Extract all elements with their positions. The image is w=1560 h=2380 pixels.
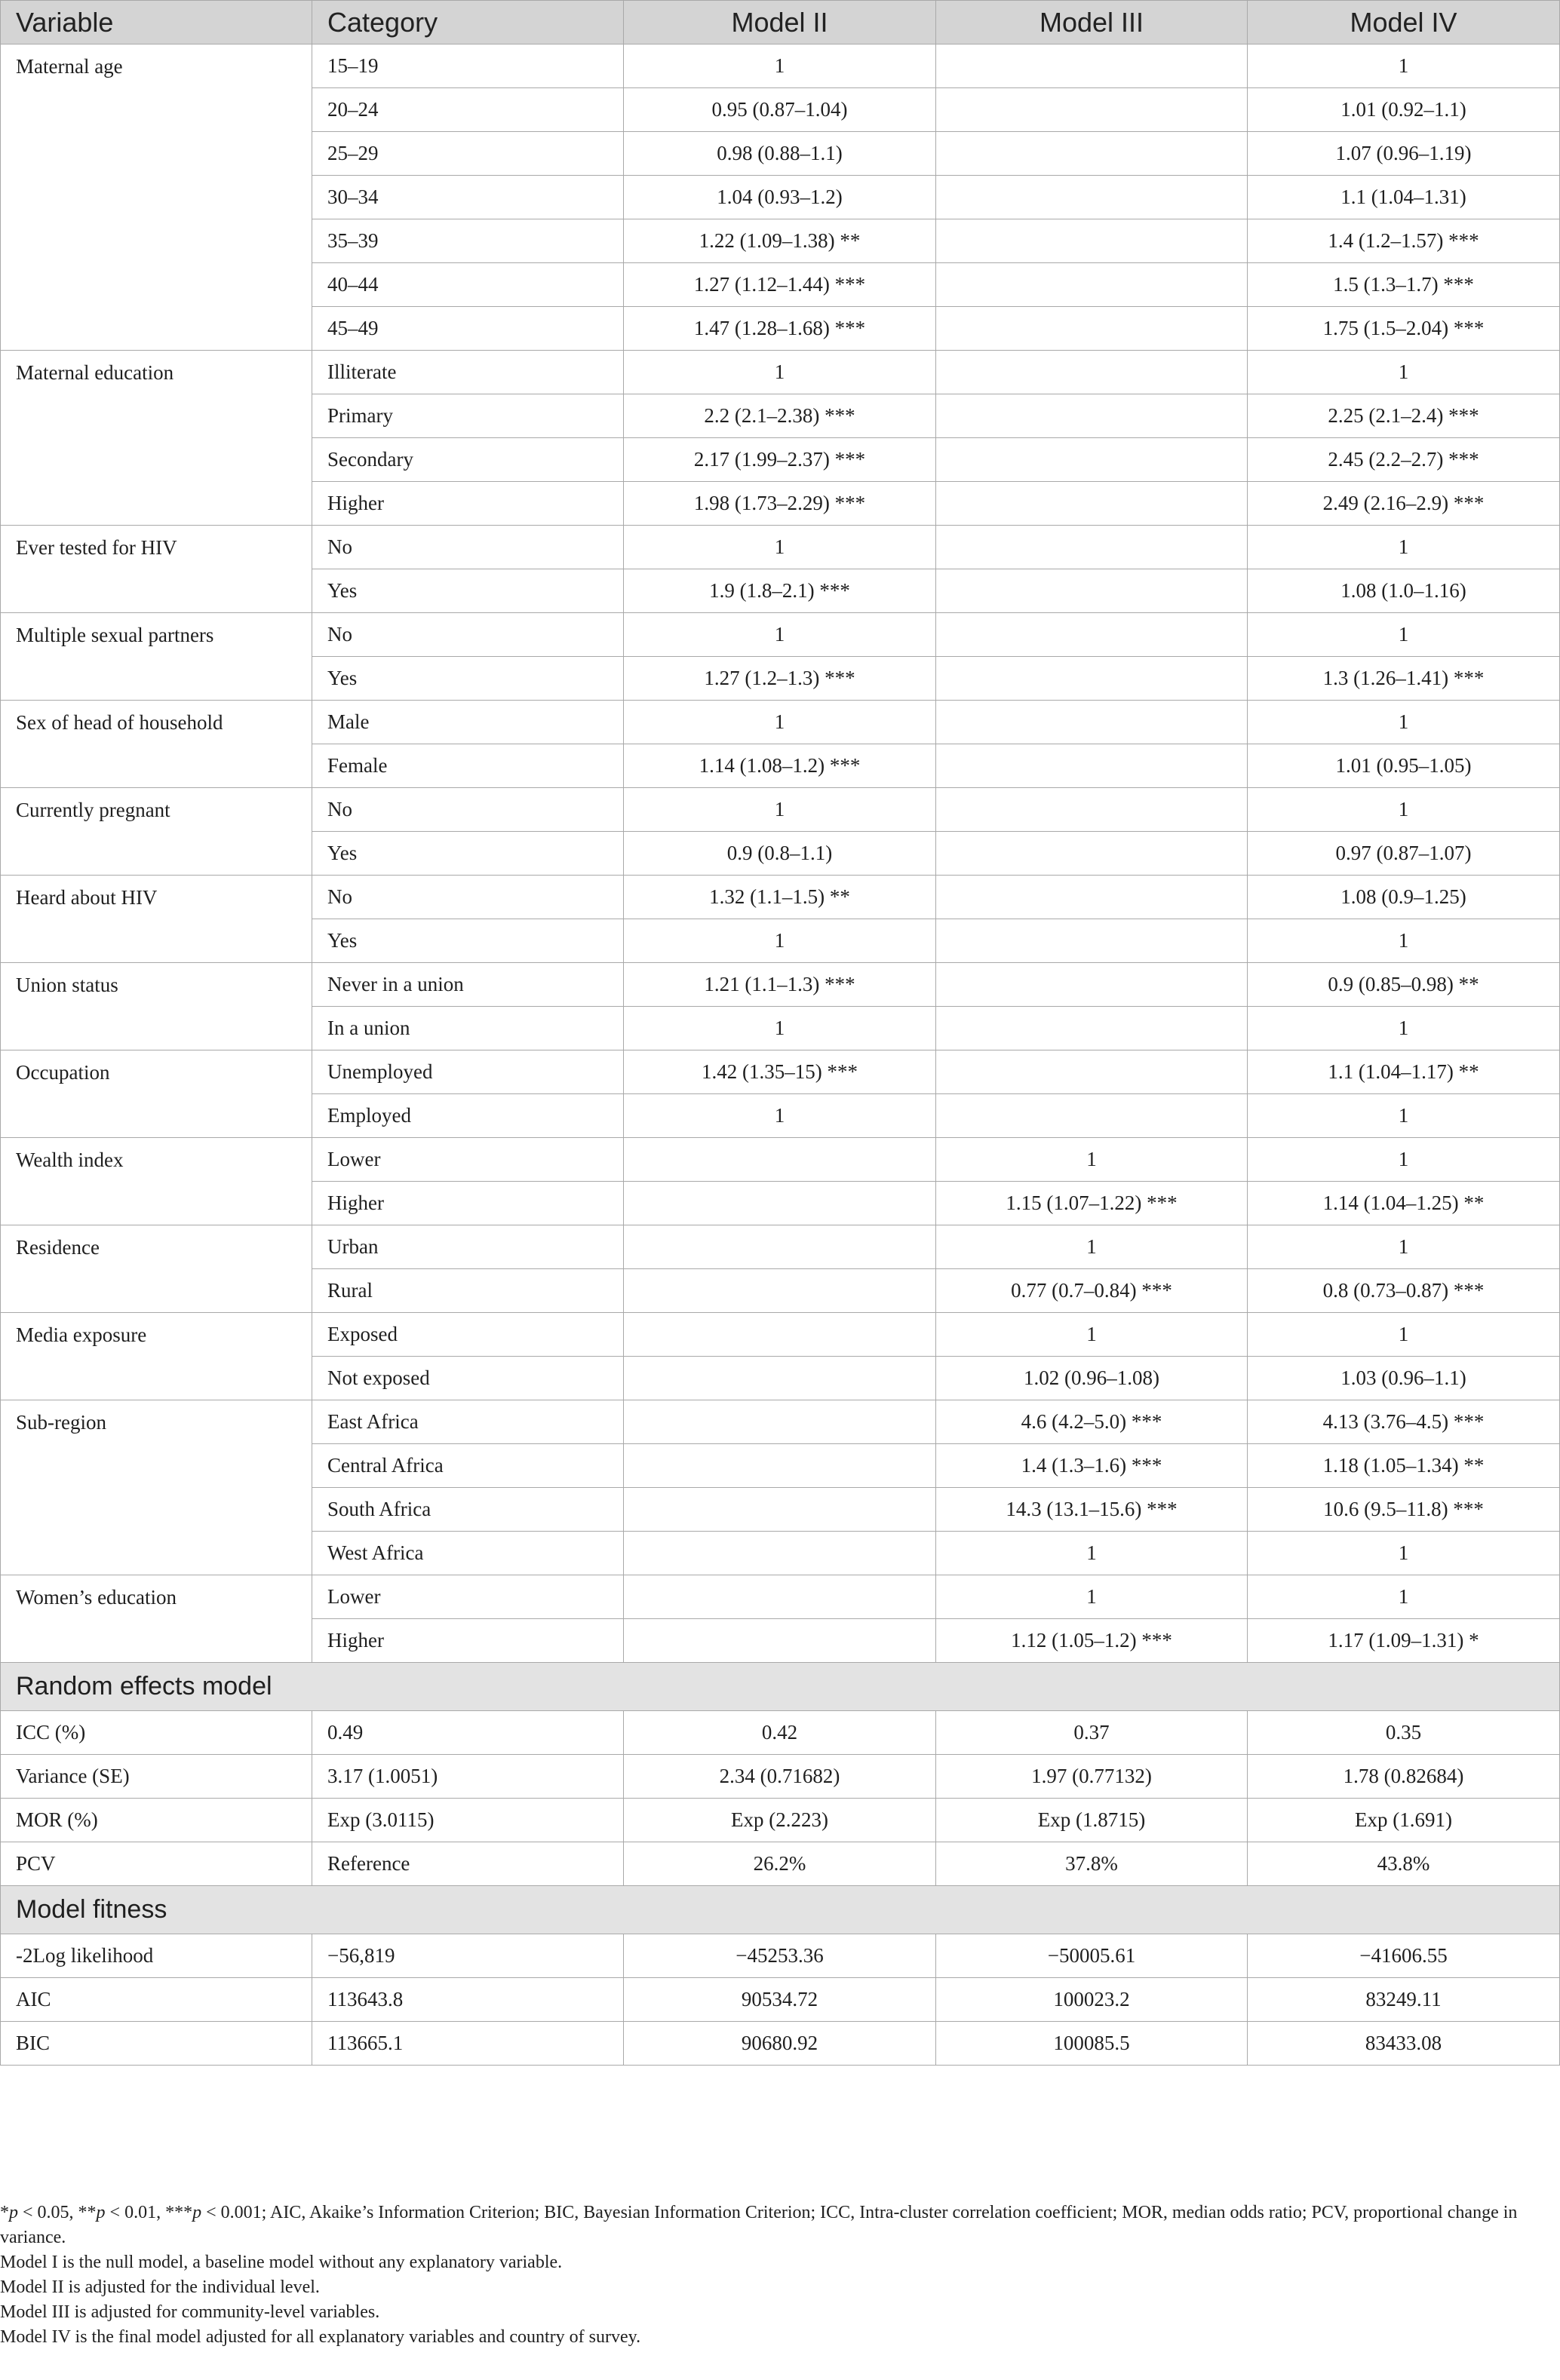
stat-label-cell: ICC (%) <box>1 1711 312 1755</box>
category-cell: Central Africa <box>312 1444 624 1488</box>
category-cell: 30–34 <box>312 176 624 219</box>
category-cell: Urban <box>312 1225 624 1269</box>
model-iv-cell: 1 <box>1248 788 1560 832</box>
model-ii-cell: Exp (2.223) <box>624 1799 936 1842</box>
table-row <box>1 876 1560 919</box>
model-iv-cell: 0.9 (0.85–0.98) ** <box>1248 963 1560 1007</box>
table-row <box>1 701 1560 744</box>
model-ii-cell: 1.47 (1.28–1.68) *** <box>624 307 936 351</box>
category-cell: 35–39 <box>312 219 624 263</box>
model-i-cell: 113643.8 <box>312 1978 624 2022</box>
model-ii-cell <box>624 1532 936 1575</box>
table-row <box>1 1575 1560 1619</box>
model-iii-cell: 0.77 (0.7–0.84) *** <box>936 1269 1248 1313</box>
model-iii-cell: 1.02 (0.96–1.08) <box>936 1357 1248 1400</box>
model-ii-cell: 1 <box>624 44 936 88</box>
model-iii-cell <box>936 1094 1248 1138</box>
model-ii-cell <box>624 1182 936 1225</box>
model-ii-cell: 1 <box>624 1094 936 1138</box>
model-ii-cell: 1 <box>624 613 936 657</box>
model-iii-cell <box>936 351 1248 394</box>
model-iii-cell: 1 <box>936 1225 1248 1269</box>
model-ii-cell: 90534.72 <box>624 1978 936 2022</box>
footnote-model-iv: Model IV is the final model adjusted for all explanatory variables and country of survey. <box>0 2327 641 2347</box>
footnote-significance <box>0 2201 1531 2250</box>
variable-cell: Women’s education <box>1 1575 312 1663</box>
header-category: Category <box>312 1 624 44</box>
model-iii-cell <box>936 307 1248 351</box>
model-iv-cell: 1.03 (0.96–1.1) <box>1248 1357 1560 1400</box>
sig-symbol: * <box>0 2203 9 2222</box>
sig-symbol: ** <box>78 2203 97 2222</box>
category-cell: 20–24 <box>312 88 624 132</box>
table-row <box>1 613 1560 657</box>
category-cell: Lower <box>312 1575 624 1619</box>
model-iii-cell: 1.4 (1.3–1.6) *** <box>936 1444 1248 1488</box>
model-iv-cell: 2.25 (2.1–2.4) *** <box>1248 394 1560 438</box>
model-iv-cell: 1.1 (1.04–1.17) ** <box>1248 1050 1560 1094</box>
model-iv-cell: 1.3 (1.26–1.41) *** <box>1248 657 1560 701</box>
model-iii-cell <box>936 657 1248 701</box>
model-iii-cell: 1 <box>936 1532 1248 1575</box>
variable-cell: Maternal age <box>1 44 312 351</box>
table-row <box>1 1842 1560 1886</box>
table-row <box>1 351 1560 394</box>
model-iv-cell: 4.13 (3.76–4.5) *** <box>1248 1400 1560 1444</box>
model-iv-cell: 1 <box>1248 44 1560 88</box>
model-iv-cell: 1 <box>1248 919 1560 963</box>
model-iii-cell: 1.97 (0.77132) <box>936 1755 1248 1799</box>
model-iv-cell: 1.4 (1.2–1.57) *** <box>1248 219 1560 263</box>
model-iii-cell <box>936 263 1248 307</box>
category-cell: Lower <box>312 1138 624 1182</box>
model-iii-cell <box>936 876 1248 919</box>
model-iv-cell: 10.6 (9.5–11.8) *** <box>1248 1488 1560 1532</box>
table-row <box>1 963 1560 1007</box>
stat-label-cell: AIC <box>1 1978 312 2022</box>
model-ii-cell: 1.04 (0.93–1.2) <box>624 176 936 219</box>
model-ii-cell: 0.95 (0.87–1.04) <box>624 88 936 132</box>
category-cell: Exposed <box>312 1313 624 1357</box>
header-variable: Variable <box>1 1 312 44</box>
category-cell: 40–44 <box>312 263 624 307</box>
category-cell: 25–29 <box>312 132 624 176</box>
model-iv-cell: 1 <box>1248 1313 1560 1357</box>
model-ii-cell: 1.21 (1.1–1.3) *** <box>624 963 936 1007</box>
model-ii-cell: 1.32 (1.1–1.5) ** <box>624 876 936 919</box>
variable-cell: Multiple sexual partners <box>1 613 312 701</box>
model-iv-cell: 83249.11 <box>1248 1978 1560 2022</box>
header-row <box>1 1 1560 44</box>
table-row <box>1 1313 1560 1357</box>
category-cell: 15–19 <box>312 44 624 88</box>
header-model-ii: Model II <box>624 1 936 44</box>
model-iii-cell <box>936 1007 1248 1050</box>
category-cell: Higher <box>312 482 624 526</box>
model-iii-cell <box>936 219 1248 263</box>
category-cell: South Africa <box>312 1488 624 1532</box>
model-ii-cell: 1.27 (1.12–1.44) *** <box>624 263 936 307</box>
model-ii-cell: 1 <box>624 701 936 744</box>
category-cell: Higher <box>312 1619 624 1663</box>
model-iv-cell: 1.08 (0.9–1.25) <box>1248 876 1560 919</box>
stat-label-cell: -2Log likelihood <box>1 1934 312 1978</box>
model-iv-cell: 1 <box>1248 1138 1560 1182</box>
model-iv-cell: 1 <box>1248 613 1560 657</box>
model-ii-cell: 1.27 (1.2–1.3) *** <box>624 657 936 701</box>
variable-cell: Sub-region <box>1 1400 312 1575</box>
category-cell: In a union <box>312 1007 624 1050</box>
model-i-cell: 113665.1 <box>312 2022 624 2066</box>
table-row <box>1 1400 1560 1444</box>
table-row <box>1 1138 1560 1182</box>
sig-p: p <box>96 2203 106 2222</box>
category-cell: Not exposed <box>312 1357 624 1400</box>
model-iv-cell: 1.1 (1.04–1.31) <box>1248 176 1560 219</box>
model-iv-cell: 1.01 (0.92–1.1) <box>1248 88 1560 132</box>
model-ii-cell: 1.42 (1.35–15) *** <box>624 1050 936 1094</box>
model-iii-cell <box>936 438 1248 482</box>
category-cell: Male <box>312 701 624 744</box>
variable-cell: Currently pregnant <box>1 788 312 876</box>
table-row <box>1 1978 1560 2022</box>
model-iv-cell: 1.18 (1.05–1.34) ** <box>1248 1444 1560 1488</box>
variable-cell: Ever tested for HIV <box>1 526 312 613</box>
model-iv-cell: 1.75 (1.5–2.04) *** <box>1248 307 1560 351</box>
table-body <box>1 44 1560 2066</box>
model-ii-cell: 1.22 (1.09–1.38) ** <box>624 219 936 263</box>
table-row <box>1 526 1560 569</box>
random-effects-heading-row <box>1 1663 1560 1711</box>
footnote-model-i: Model I is the null model, a baseline model without any explanatory variable. <box>0 2253 563 2272</box>
model-ii-cell <box>624 1619 936 1663</box>
model-ii-cell: 1 <box>624 788 936 832</box>
random-effects-title: Random effects model <box>1 1663 1560 1711</box>
model-ii-cell: 1.14 (1.08–1.2) *** <box>624 744 936 788</box>
model-iii-cell <box>936 176 1248 219</box>
sig-p: p <box>9 2203 18 2222</box>
model-iv-cell: 1 <box>1248 1007 1560 1050</box>
category-cell: Unemployed <box>312 1050 624 1094</box>
model-iii-cell <box>936 526 1248 569</box>
model-ii-cell: 2.34 (0.71682) <box>624 1755 936 1799</box>
model-iii-cell: 4.6 (4.2–5.0) *** <box>936 1400 1248 1444</box>
model-i-cell: Reference <box>312 1842 624 1886</box>
header-model-iii: Model III <box>936 1 1248 44</box>
table-row <box>1 1934 1560 1978</box>
model-iii-cell: 1 <box>936 1575 1248 1619</box>
category-cell: Employed <box>312 1094 624 1138</box>
model-iii-cell <box>936 919 1248 963</box>
category-cell: No <box>312 526 624 569</box>
header-model-iv: Model IV <box>1248 1 1560 44</box>
sig-threshold: < 0.001; <box>201 2203 270 2222</box>
stat-label-cell: BIC <box>1 2022 312 2066</box>
model-iii-cell <box>936 394 1248 438</box>
model-iv-cell: 1.14 (1.04–1.25) ** <box>1248 1182 1560 1225</box>
table-row <box>1 1755 1560 1799</box>
model-iii-cell: 100023.2 <box>936 1978 1248 2022</box>
table-row <box>1 1225 1560 1269</box>
category-cell: Higher <box>312 1182 624 1225</box>
category-cell: No <box>312 876 624 919</box>
model-iii-cell: 1 <box>936 1138 1248 1182</box>
model-iv-cell: 0.8 (0.73–0.87) *** <box>1248 1269 1560 1313</box>
model-iv-cell: 1 <box>1248 701 1560 744</box>
model-iii-cell: 100085.5 <box>936 2022 1248 2066</box>
model-iii-cell <box>936 613 1248 657</box>
variable-cell: Union status <box>1 963 312 1050</box>
model-iv-cell: 1 <box>1248 526 1560 569</box>
category-cell: Yes <box>312 657 624 701</box>
model-ii-cell: 90680.92 <box>624 2022 936 2066</box>
model-iii-cell <box>936 963 1248 1007</box>
table-row <box>1 1711 1560 1755</box>
model-iii-cell: −50005.61 <box>936 1934 1248 1978</box>
table-row <box>1 788 1560 832</box>
category-cell: 45–49 <box>312 307 624 351</box>
sig-threshold: < 0.05, <box>18 2203 78 2222</box>
model-iii-cell <box>936 744 1248 788</box>
table-row <box>1 44 1560 88</box>
table-footnotes <box>0 2201 1531 2350</box>
model-ii-cell <box>624 1313 936 1357</box>
table-row <box>1 2022 1560 2066</box>
model-iii-cell: 1.12 (1.05–1.2) *** <box>936 1619 1248 1663</box>
model-iv-cell: 1 <box>1248 1225 1560 1269</box>
model-iii-cell <box>936 788 1248 832</box>
model-iv-cell: 2.49 (2.16–2.9) *** <box>1248 482 1560 526</box>
variable-cell: Sex of head of household <box>1 701 312 788</box>
stat-label-cell: Variance (SE) <box>1 1755 312 1799</box>
category-cell: Never in a union <box>312 963 624 1007</box>
model-iii-cell <box>936 88 1248 132</box>
model-iv-cell: 2.45 (2.2–2.7) *** <box>1248 438 1560 482</box>
model-ii-cell: 1 <box>624 351 936 394</box>
model-ii-cell: 0.9 (0.8–1.1) <box>624 832 936 876</box>
model-iv-cell: 1.07 (0.96–1.19) <box>1248 132 1560 176</box>
model-fitness-title: Model fitness <box>1 1886 1560 1934</box>
model-iii-cell <box>936 701 1248 744</box>
model-ii-cell: −45253.36 <box>624 1934 936 1978</box>
model-ii-cell <box>624 1575 936 1619</box>
model-iv-cell: 0.35 <box>1248 1711 1560 1755</box>
variable-cell: Wealth index <box>1 1138 312 1225</box>
model-i-cell: 0.49 <box>312 1711 624 1755</box>
model-iii-cell <box>936 44 1248 88</box>
model-ii-cell <box>624 1357 936 1400</box>
model-iv-cell: 1.5 (1.3–1.7) *** <box>1248 263 1560 307</box>
variable-cell: Media exposure <box>1 1313 312 1400</box>
model-ii-cell <box>624 1488 936 1532</box>
sig-threshold: < 0.01, <box>105 2203 166 2222</box>
model-iv-cell: 1.08 (1.0–1.16) <box>1248 569 1560 613</box>
model-ii-cell: 1 <box>624 919 936 963</box>
category-cell: Yes <box>312 832 624 876</box>
model-i-cell: 3.17 (1.0051) <box>312 1755 624 1799</box>
variable-cell: Maternal education <box>1 351 312 526</box>
model-iv-cell: 1 <box>1248 1094 1560 1138</box>
stat-label-cell: PCV <box>1 1842 312 1886</box>
model-iv-cell: 1.17 (1.09–1.31) * <box>1248 1619 1560 1663</box>
model-iv-cell: 43.8% <box>1248 1842 1560 1886</box>
footnote-model-ii: Model II is adjusted for the individual level. <box>0 2277 320 2297</box>
model-iii-cell: Exp (1.8715) <box>936 1799 1248 1842</box>
model-ii-cell <box>624 1269 936 1313</box>
model-iii-cell: 1.15 (1.07–1.22) *** <box>936 1182 1248 1225</box>
table-row <box>1 1050 1560 1094</box>
category-cell: No <box>312 613 624 657</box>
category-cell: Illiterate <box>312 351 624 394</box>
model-ii-cell: 0.98 (0.88–1.1) <box>624 132 936 176</box>
model-iii-cell: 0.37 <box>936 1711 1248 1755</box>
category-cell: Female <box>312 744 624 788</box>
model-fitness-heading-row <box>1 1886 1560 1934</box>
model-ii-cell <box>624 1400 936 1444</box>
category-cell: No <box>312 788 624 832</box>
model-ii-cell <box>624 1138 936 1182</box>
category-cell: Yes <box>312 569 624 613</box>
variable-cell: Residence <box>1 1225 312 1313</box>
stat-label-cell: MOR (%) <box>1 1799 312 1842</box>
model-iv-cell: 0.97 (0.87–1.07) <box>1248 832 1560 876</box>
model-ii-cell: 2.2 (2.1–2.38) *** <box>624 394 936 438</box>
model-ii-cell: 1 <box>624 1007 936 1050</box>
model-iv-cell: 1 <box>1248 351 1560 394</box>
category-cell: West Africa <box>312 1532 624 1575</box>
variable-cell: Heard about HIV <box>1 876 312 963</box>
category-cell: Rural <box>312 1269 624 1313</box>
model-iv-cell: 1 <box>1248 1532 1560 1575</box>
model-i-cell: Exp (3.0115) <box>312 1799 624 1842</box>
model-iii-cell <box>936 569 1248 613</box>
category-cell: East Africa <box>312 1400 624 1444</box>
model-iv-cell: 1 <box>1248 1575 1560 1619</box>
model-iii-cell <box>936 1050 1248 1094</box>
model-iii-cell: 1 <box>936 1313 1248 1357</box>
category-cell: Secondary <box>312 438 624 482</box>
model-ii-cell: 26.2% <box>624 1842 936 1886</box>
abbreviations: AIC, Akaike’s Information Criterion; BIC, Bayesian Information Criterion; ICC, Intra-cluster correlation coefficient; MOR, median odds ratio; PCV, proportional change in variance. <box>0 2203 1518 2247</box>
model-iii-cell <box>936 832 1248 876</box>
model-ii-cell: 1.9 (1.8–2.1) *** <box>624 569 936 613</box>
footnote-model-iii: Model III is adjusted for community-level variables. <box>0 2302 380 2322</box>
model-iii-cell: 14.3 (13.1–15.6) *** <box>936 1488 1248 1532</box>
model-ii-cell <box>624 1225 936 1269</box>
model-ii-cell: 1.98 (1.73–2.29) *** <box>624 482 936 526</box>
model-iv-cell: −41606.55 <box>1248 1934 1560 1978</box>
significance-levels <box>0 2203 270 2222</box>
model-ii-cell: 1 <box>624 526 936 569</box>
model-iii-cell <box>936 132 1248 176</box>
model-iv-cell: 1.78 (0.82684) <box>1248 1755 1560 1799</box>
sig-p: p <box>192 2203 202 2222</box>
model-ii-cell: 2.17 (1.99–2.37) *** <box>624 438 936 482</box>
model-ii-cell: 0.42 <box>624 1711 936 1755</box>
model-iv-cell: 83433.08 <box>1248 2022 1560 2066</box>
category-cell: Primary <box>312 394 624 438</box>
model-iv-cell: 1.01 (0.95–1.05) <box>1248 744 1560 788</box>
model-iii-cell <box>936 482 1248 526</box>
sig-symbol: *** <box>165 2203 193 2222</box>
category-cell: Yes <box>312 919 624 963</box>
model-iv-cell: Exp (1.691) <box>1248 1799 1560 1842</box>
table-row <box>1 1799 1560 1842</box>
model-ii-cell <box>624 1444 936 1488</box>
variable-cell: Occupation <box>1 1050 312 1138</box>
table-header <box>1 1 1560 44</box>
model-iii-cell: 37.8% <box>936 1842 1248 1886</box>
model-i-cell: −56,819 <box>312 1934 624 1978</box>
